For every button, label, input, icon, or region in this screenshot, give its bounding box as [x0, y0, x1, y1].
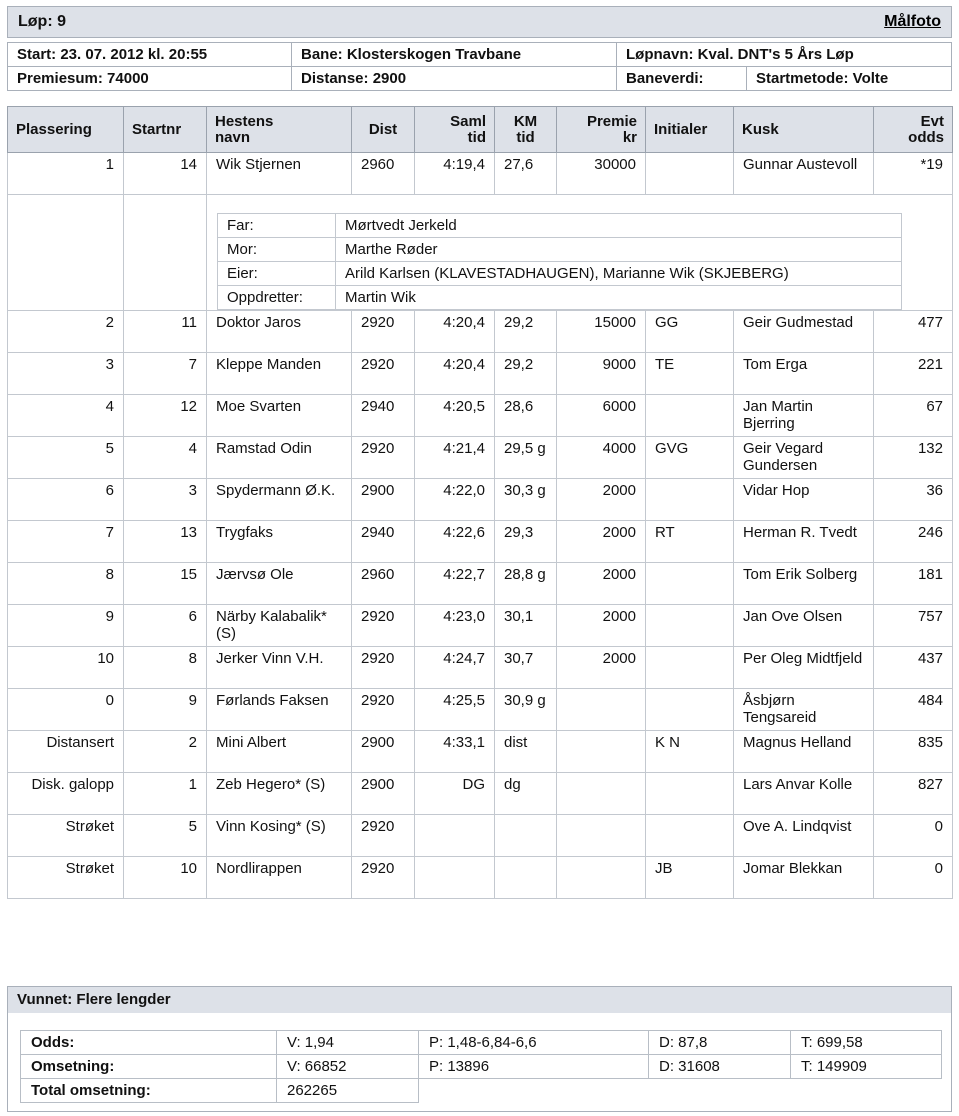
table-row — [8, 521, 953, 563]
cell-dist: 2920 — [352, 815, 415, 857]
cell-prize — [557, 815, 646, 857]
cell-prize: 6000 — [557, 395, 646, 437]
table-row — [8, 153, 953, 195]
cell-dist: 2920 — [352, 647, 415, 689]
cell-prize: 30000 — [557, 153, 646, 195]
cell-driver: Per Oleg Midtfjeld — [734, 647, 874, 689]
total-turnover: 262265 — [277, 1079, 419, 1103]
pedigree-cell — [207, 195, 953, 311]
cell-horse: Kleppe Manden — [207, 353, 352, 395]
cell-horse: Doktor Jaros — [207, 311, 352, 353]
cell-initials — [646, 605, 734, 647]
cell-prize: 2000 — [557, 521, 646, 563]
cell-startnr: 6 — [124, 605, 207, 647]
cell-placing: Distansert — [8, 731, 124, 773]
start-method-info: Startmetode: Volte — [747, 67, 952, 91]
cell-placing: 1 — [8, 153, 124, 195]
cell-startnr: 5 — [124, 815, 207, 857]
table-row — [8, 395, 953, 437]
cell-initials — [646, 563, 734, 605]
cell-placing: Strøket — [8, 815, 124, 857]
cell-prize — [557, 773, 646, 815]
won-by: Vunnet: Flere lengder — [8, 987, 951, 1013]
cell-initials — [646, 153, 734, 195]
cell-total-time: 4:20,4 — [415, 353, 495, 395]
col-dist: Dist — [352, 107, 415, 153]
cell-total-time: 4:33,1 — [415, 731, 495, 773]
odds-p: P: 1,48-6,84-6,6 — [419, 1031, 649, 1055]
cell-km-time: 29,3 — [495, 521, 557, 563]
cell-horse: Mini Albert — [207, 731, 352, 773]
col-initials: Initialer — [646, 107, 734, 153]
cell-dist: 2920 — [352, 437, 415, 479]
cell-placing: 10 — [8, 647, 124, 689]
cell-startnr: 8 — [124, 647, 207, 689]
cell-odds: 67 — [874, 395, 953, 437]
summary-table — [20, 1030, 942, 1103]
cell-dist: 2920 — [352, 605, 415, 647]
cell-placing: 0 — [8, 689, 124, 731]
cell-km-time: 30,3 g — [495, 479, 557, 521]
cell-dist: 2960 — [352, 563, 415, 605]
total-turnover-label: Total omsetning: — [21, 1079, 277, 1103]
distance-info: Distanse: 2900 — [292, 67, 617, 91]
cell-dist: 2900 — [352, 773, 415, 815]
table-row — [8, 689, 953, 731]
race-header — [7, 6, 952, 38]
cell-km-time: 29,2 — [495, 353, 557, 395]
cell-driver: Jan Ove Olsen — [734, 605, 874, 647]
cell-horse: Førlands Faksen — [207, 689, 352, 731]
table-row — [8, 731, 953, 773]
table-row — [8, 605, 953, 647]
cell-driver: Ove A. Lindqvist — [734, 815, 874, 857]
cell-km-time: 30,1 — [495, 605, 557, 647]
cell-km-time — [495, 815, 557, 857]
cell-placing: 8 — [8, 563, 124, 605]
cell-dist: 2940 — [352, 521, 415, 563]
col-driver: Kusk — [734, 107, 874, 153]
cell-horse: Jærvsø Ole — [207, 563, 352, 605]
cell-placing: 5 — [8, 437, 124, 479]
col-odds: Evt odds — [874, 107, 953, 153]
cell-odds: *19 — [874, 153, 953, 195]
cell-horse: Trygfaks — [207, 521, 352, 563]
turnover-label: Omsetning: — [21, 1055, 277, 1079]
cell-km-time: 28,6 — [495, 395, 557, 437]
cell-dist: 2900 — [352, 731, 415, 773]
cell-placing: 9 — [8, 605, 124, 647]
cell-initials — [646, 479, 734, 521]
table-row — [8, 647, 953, 689]
col-km-time: KM tid — [495, 107, 557, 153]
cell-km-time: 29,5 g — [495, 437, 557, 479]
cell-horse: Vinn Kosing* (S) — [207, 815, 352, 857]
table-row — [8, 773, 953, 815]
race-name-info: Løpnavn: Kval. DNT's 5 Års Løp — [617, 43, 952, 67]
cell-prize: 9000 — [557, 353, 646, 395]
cell-driver: Gunnar Austevoll — [734, 153, 874, 195]
cell-initials: K N — [646, 731, 734, 773]
table-row — [8, 563, 953, 605]
cell-startnr: 3 — [124, 479, 207, 521]
col-prize: Premie kr — [557, 107, 646, 153]
cell-prize: 2000 — [557, 605, 646, 647]
cell-total-time — [415, 857, 495, 899]
turnover-v: V: 66852 — [277, 1055, 419, 1079]
cell-startnr: 12 — [124, 395, 207, 437]
cell-total-time: 4:21,4 — [415, 437, 495, 479]
cell-prize — [557, 731, 646, 773]
cell-driver: Tom Erga — [734, 353, 874, 395]
cell-initials: RT — [646, 521, 734, 563]
cell-placing: 4 — [8, 395, 124, 437]
cell-odds: 0 — [874, 857, 953, 899]
cell-placing: Disk. galopp — [8, 773, 124, 815]
cell-total-time: 4:24,7 — [415, 647, 495, 689]
cell-initials — [646, 395, 734, 437]
cell-km-time: dg — [495, 773, 557, 815]
cell-initials — [646, 689, 734, 731]
cell-dist: 2920 — [352, 353, 415, 395]
cell-horse: Wik Stjernen — [207, 153, 352, 195]
table-row — [8, 437, 953, 479]
pedigree-far-label: Far: — [218, 214, 336, 238]
pedigree-table — [217, 213, 902, 310]
cell-driver: Vidar Hop — [734, 479, 874, 521]
summary-box — [7, 986, 952, 1112]
turnover-d: D: 31608 — [649, 1055, 791, 1079]
cell-km-time: 27,6 — [495, 153, 557, 195]
col-startnr: Startnr — [124, 107, 207, 153]
cell-odds: 181 — [874, 563, 953, 605]
cell-odds: 132 — [874, 437, 953, 479]
results-table — [7, 106, 953, 899]
turnover-p: P: 13896 — [419, 1055, 649, 1079]
cell-startnr: 10 — [124, 857, 207, 899]
table-row — [8, 857, 953, 899]
cell-odds: 827 — [874, 773, 953, 815]
cell-total-time: 4:20,5 — [415, 395, 495, 437]
cell-horse: Nordlirappen — [207, 857, 352, 899]
table-row — [8, 353, 953, 395]
cell-placing: 3 — [8, 353, 124, 395]
odds-v: V: 1,94 — [277, 1031, 419, 1055]
cell-odds: 36 — [874, 479, 953, 521]
cell-driver: Jomar Blekkan — [734, 857, 874, 899]
cell-driver: Tom Erik Solberg — [734, 563, 874, 605]
odds-t: T: 699,58 — [791, 1031, 942, 1055]
pedigree-far: Mørtvedt Jerkeld — [336, 214, 902, 238]
cell-horse: Zeb Hegero* (S) — [207, 773, 352, 815]
cell-total-time: 4:19,4 — [415, 153, 495, 195]
cell-initials — [646, 647, 734, 689]
odds-d: D: 87,8 — [649, 1031, 791, 1055]
cell-prize: 2000 — [557, 563, 646, 605]
cell-startnr: 1 — [124, 773, 207, 815]
cell-km-time: 29,2 — [495, 311, 557, 353]
cell-horse: Spydermann Ø.K. — [207, 479, 352, 521]
cell-odds: 484 — [874, 689, 953, 731]
col-horse: Hestens navn — [207, 107, 352, 153]
cell-initials: GG — [646, 311, 734, 353]
cell-odds: 221 — [874, 353, 953, 395]
cell-driver: Åsbjørn Tengsareid — [734, 689, 874, 731]
results-header-row — [8, 107, 953, 153]
cell-total-time: 4:25,5 — [415, 689, 495, 731]
cell-startnr: 7 — [124, 353, 207, 395]
cell-prize — [557, 689, 646, 731]
cell-horse: Jerker Vinn V.H. — [207, 647, 352, 689]
cell-placing: 2 — [8, 311, 124, 353]
track-value-info: Baneverdi: — [617, 67, 747, 91]
pedigree-eier-label: Eier: — [218, 262, 336, 286]
cell-initials: JB — [646, 857, 734, 899]
table-row — [8, 479, 953, 521]
cell-km-time — [495, 857, 557, 899]
col-total-time: Saml tid — [415, 107, 495, 153]
cell-odds: 477 — [874, 311, 953, 353]
table-row — [8, 311, 953, 353]
pedigree-oppdretter: Martin Wik — [336, 286, 902, 310]
cell-driver: Jan Martin Bjerring — [734, 395, 874, 437]
cell-startnr: 14 — [124, 153, 207, 195]
prize-sum-info: Premiesum: 74000 — [8, 67, 292, 91]
cell-prize — [557, 857, 646, 899]
cell-odds: 437 — [874, 647, 953, 689]
cell-prize: 15000 — [557, 311, 646, 353]
cell-prize: 2000 — [557, 479, 646, 521]
cell-driver: Magnus Helland — [734, 731, 874, 773]
cell-prize: 2000 — [557, 647, 646, 689]
photo-finish-link[interactable]: Målfoto — [884, 13, 941, 30]
cell-startnr: 15 — [124, 563, 207, 605]
col-placing: Plassering — [8, 107, 124, 153]
cell-dist: 2920 — [352, 689, 415, 731]
cell-total-time: 4:23,0 — [415, 605, 495, 647]
cell-total-time — [415, 815, 495, 857]
cell-dist: 2920 — [352, 311, 415, 353]
cell-total-time: 4:20,4 — [415, 311, 495, 353]
cell-km-time: dist — [495, 731, 557, 773]
odds-label: Odds: — [21, 1031, 277, 1055]
table-row — [8, 815, 953, 857]
cell-prize: 4000 — [557, 437, 646, 479]
cell-startnr: 4 — [124, 437, 207, 479]
turnover-t: T: 149909 — [791, 1055, 942, 1079]
cell-startnr: 9 — [124, 689, 207, 731]
start-info: Start: 23. 07. 2012 kl. 20:55 — [8, 43, 292, 67]
cell-horse: Ramstad Odin — [207, 437, 352, 479]
cell-initials: TE — [646, 353, 734, 395]
pedigree-oppdretter-label: Oppdretter: — [218, 286, 336, 310]
cell-placing: Strøket — [8, 857, 124, 899]
cell-initials — [646, 815, 734, 857]
pedigree-row — [8, 195, 953, 311]
cell-driver: Herman R. Tvedt — [734, 521, 874, 563]
pedigree-mor-label: Mor: — [218, 238, 336, 262]
cell-total-time: 4:22,7 — [415, 563, 495, 605]
cell-dist: 2920 — [352, 857, 415, 899]
pedigree-eier: Arild Karlsen (KLAVESTADHAUGEN), Marianne Wik (SKJEBERG) — [336, 262, 902, 286]
cell-horse: Moe Svarten — [207, 395, 352, 437]
cell-driver: Geir Gudmestad — [734, 311, 874, 353]
cell-startnr: 13 — [124, 521, 207, 563]
cell-driver: Lars Anvar Kolle — [734, 773, 874, 815]
cell-dist: 2900 — [352, 479, 415, 521]
cell-dist: 2940 — [352, 395, 415, 437]
track-info: Bane: Klosterskogen Travbane — [292, 43, 617, 67]
cell-initials: GVG — [646, 437, 734, 479]
cell-placing: 6 — [8, 479, 124, 521]
cell-startnr: 11 — [124, 311, 207, 353]
cell-odds: 757 — [874, 605, 953, 647]
cell-total-time: 4:22,6 — [415, 521, 495, 563]
cell-total-time: 4:22,0 — [415, 479, 495, 521]
cell-placing: 7 — [8, 521, 124, 563]
cell-odds: 246 — [874, 521, 953, 563]
pedigree-mor: Marthe Røder — [336, 238, 902, 262]
race-info-table — [7, 42, 952, 91]
race-title: Løp: 9 — [18, 13, 66, 30]
cell-total-time: DG — [415, 773, 495, 815]
cell-dist: 2960 — [352, 153, 415, 195]
cell-km-time: 28,8 g — [495, 563, 557, 605]
cell-odds: 0 — [874, 815, 953, 857]
cell-km-time: 30,9 g — [495, 689, 557, 731]
cell-odds: 835 — [874, 731, 953, 773]
cell-driver: Geir Vegard Gundersen — [734, 437, 874, 479]
cell-initials — [646, 773, 734, 815]
cell-startnr: 2 — [124, 731, 207, 773]
cell-horse: Närby Kalabalik* (S) — [207, 605, 352, 647]
cell-km-time: 30,7 — [495, 647, 557, 689]
